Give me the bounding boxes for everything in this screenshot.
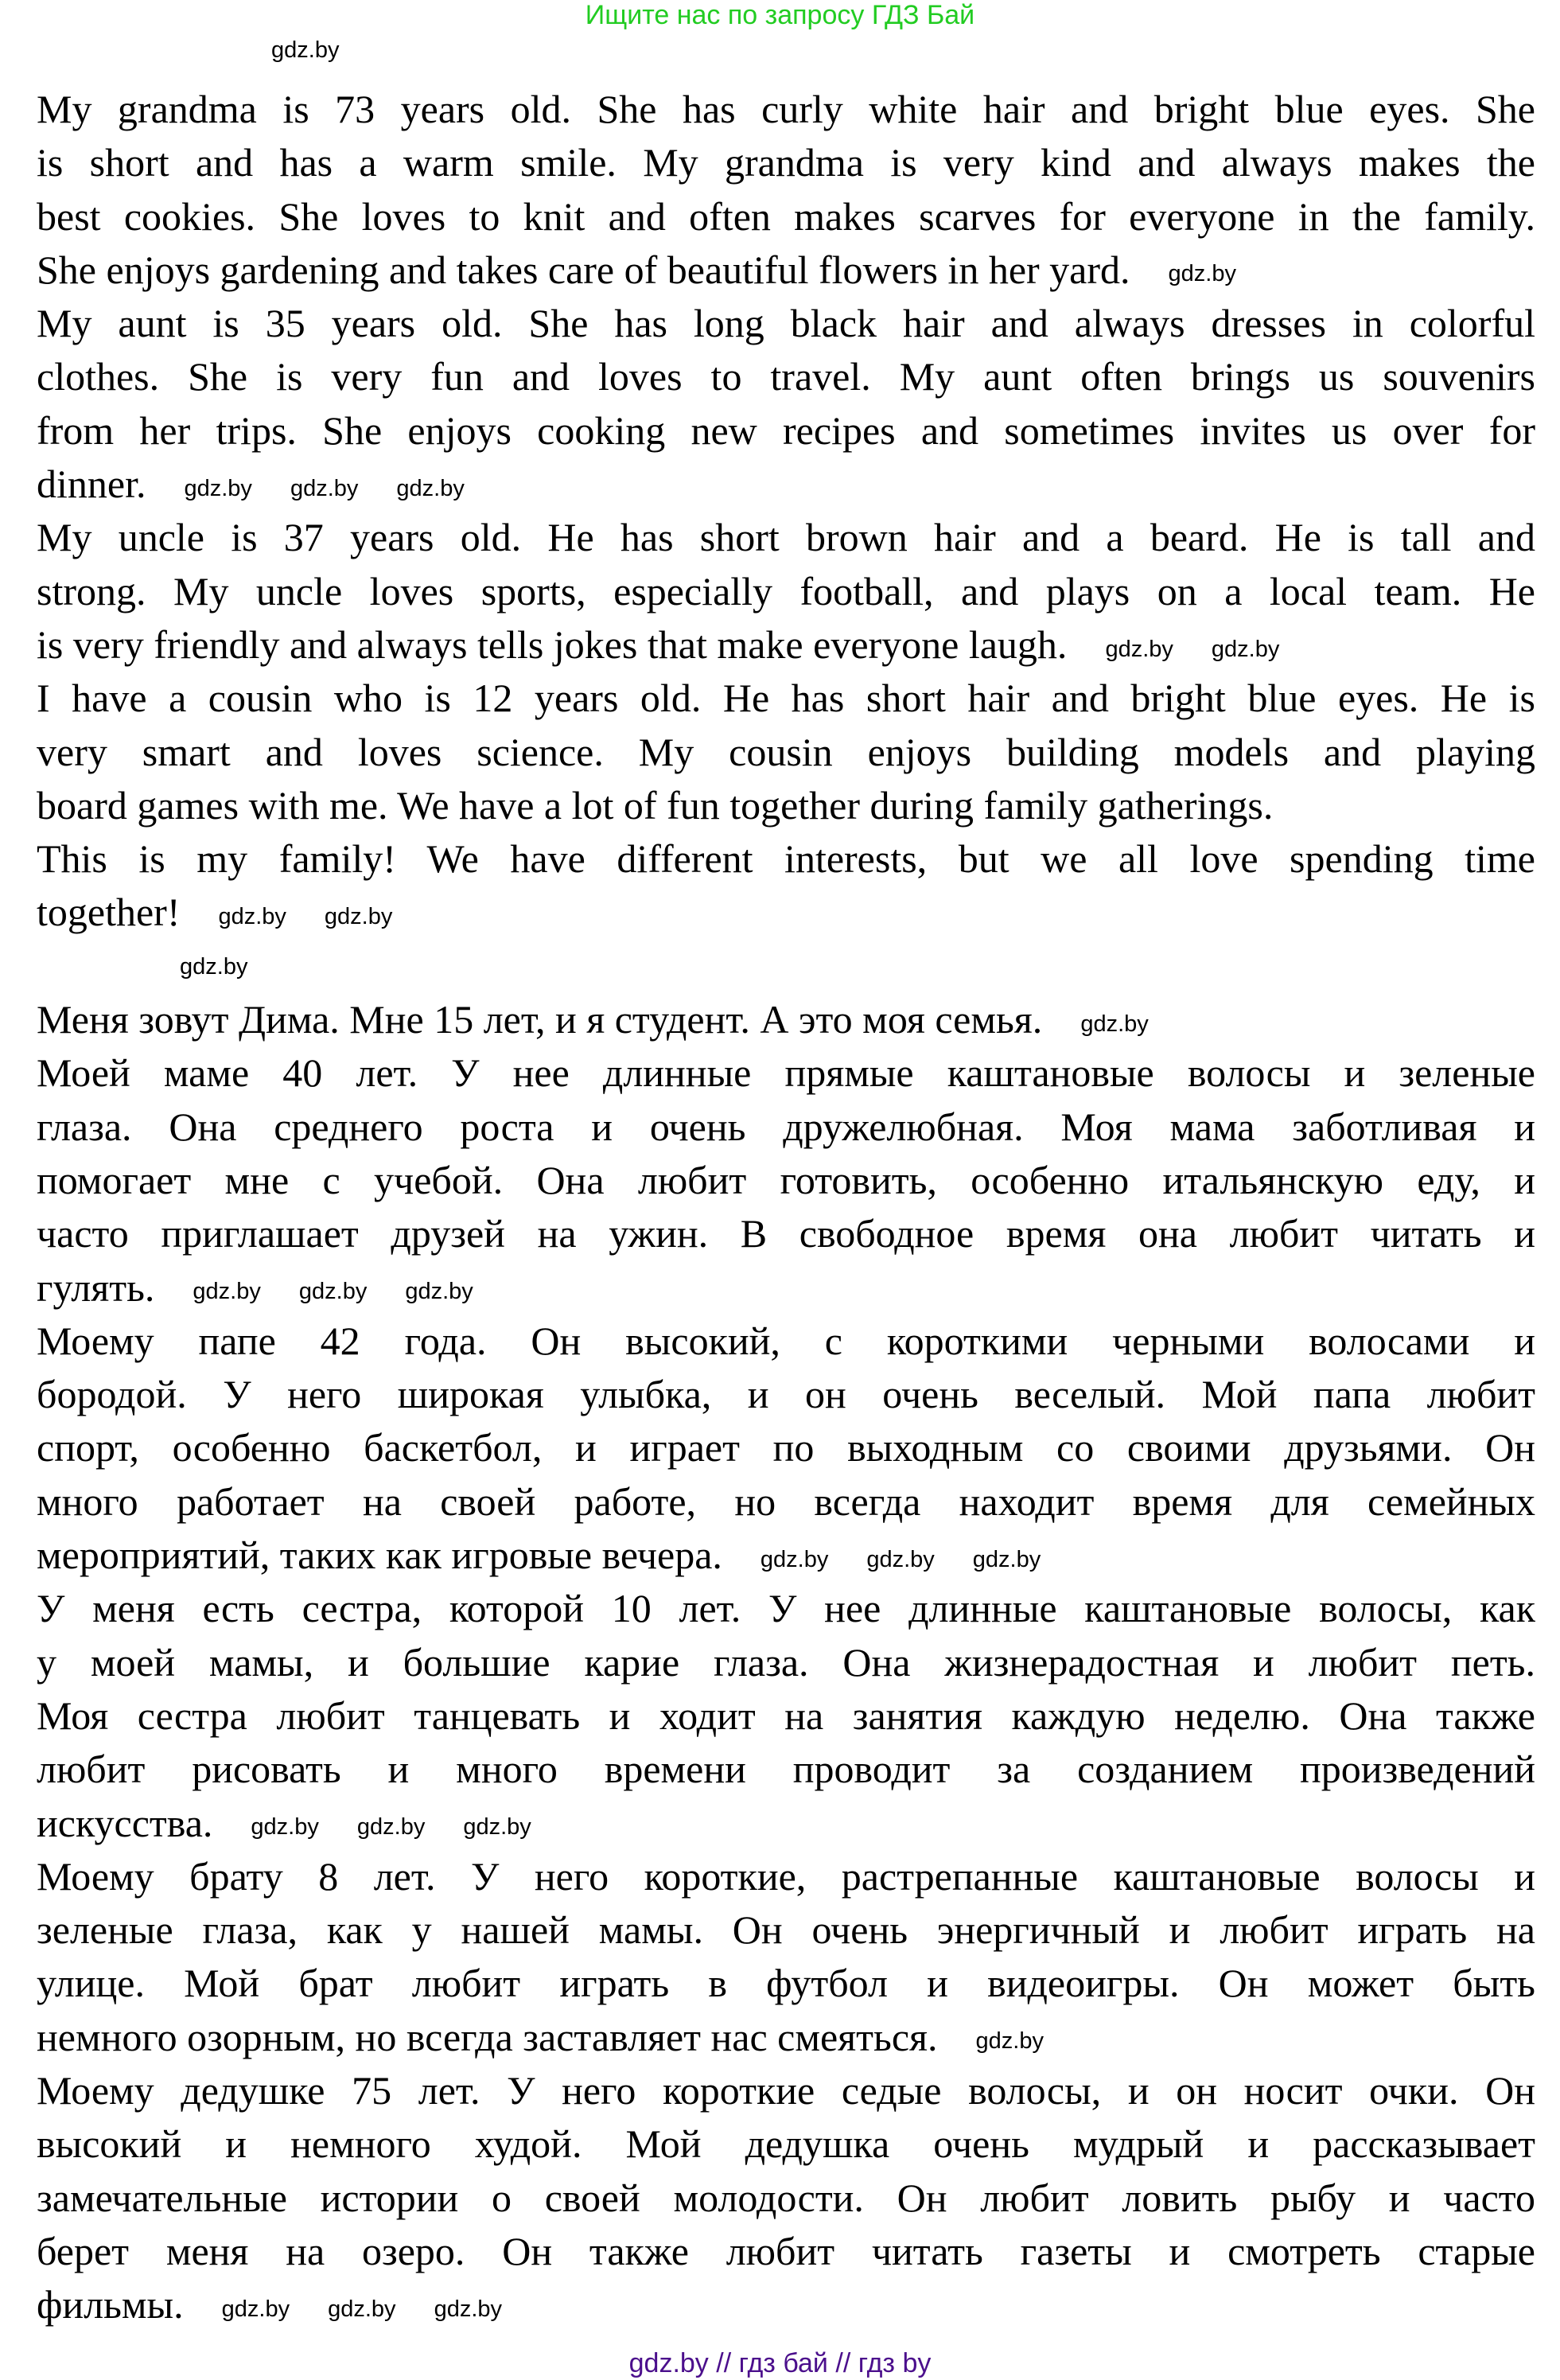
text-line-content: from her trips. She enjoys cooking new recipes and sometimes invites us over for: [37, 407, 1535, 453]
english-paragraph: [37, 83, 1535, 297]
text-line-content: is short and has a warm smile. My grandma is very kind and always makes the: [37, 140, 1535, 185]
text-line: [37, 1582, 1535, 1635]
text-line-content: My aunt is 35 years old. She has long black hair and always dresses in colorful: [37, 301, 1535, 346]
text-line: [37, 1315, 1535, 1368]
text-line-content: She enjoys gardening and takes care of beautiful flowers in her yard.: [37, 247, 1130, 292]
text-line: [37, 2278, 1535, 2331]
text-line-content: гулять.: [37, 1264, 155, 1310]
watermark-text: gdz.by: [271, 37, 340, 63]
russian-paragraph: [37, 1850, 1535, 2064]
text-line-content: best cookies. She loves to knit and often makes scarves for everyone in the family.: [37, 193, 1535, 239]
text-line: [37, 1100, 1535, 1154]
text-line: [37, 726, 1535, 779]
text-line-content: искусства.: [37, 1800, 213, 1845]
text-line-content: улице. Мой брат любит играть в футбол и видеоигры. Он может быть: [37, 1961, 1535, 2006]
section-gap: [37, 940, 1535, 993]
text-line-content: у моей мамы, и большие карие глаза. Она жизнерадостная и любит петь.: [37, 1639, 1535, 1685]
english-paragraph: [37, 297, 1535, 511]
text-line-content: Моему дедушке 75 лет. У него короткие седые волосы, и он носит очки. Он: [37, 2067, 1535, 2113]
watermark-text: gdz.by: [434, 2296, 503, 2322]
text-line: [37, 350, 1535, 403]
text-line: [37, 1689, 1535, 1743]
text-line-content: My grandma is 73 years old. She has curly white hair and bright blue eyes. She: [37, 87, 1535, 131]
text-line-content: много работает на своей работе, но всегда находит время для семейных: [37, 1478, 1535, 1524]
header-banner: Ищите нас по запросу ГДЗ Бай: [585, 0, 975, 30]
text-line-content: замечательные истории о своей молодости. Он любит ловить рыбу и часто: [37, 2175, 1535, 2220]
text-line: [37, 886, 1535, 939]
text-line: [37, 2064, 1535, 2117]
text-line: [37, 1154, 1535, 1207]
text-line: [37, 404, 1535, 458]
text-line: [37, 832, 1535, 886]
text-line: [37, 190, 1535, 243]
text-line: [37, 1850, 1535, 1903]
watermark-text: gdz.by: [975, 2028, 1044, 2055]
text-line: [37, 297, 1535, 350]
watermark-text: gdz.by: [1168, 261, 1236, 287]
text-line: [37, 2011, 1535, 2064]
text-line: [37, 511, 1535, 564]
footer-banner: gdz.by // гдз бай // гдз by: [628, 2348, 932, 2378]
text-line: [37, 779, 1535, 832]
text-line: [37, 83, 1535, 136]
text-line: [37, 2117, 1535, 2171]
watermark-text: gdz.by: [221, 2296, 290, 2322]
watermark-text: gdz.by: [298, 1279, 368, 1305]
text-line-content: together!: [37, 890, 181, 935]
watermark-text: gdz.by: [463, 1814, 531, 1841]
text-line: [37, 1903, 1535, 1957]
watermark-text: gdz.by: [866, 1546, 935, 1572]
watermark-text: gdz.by: [1211, 636, 1280, 662]
watermark-text: gdz.by: [184, 475, 252, 501]
watermark-text: gdz.by: [760, 1546, 829, 1572]
text-line: [37, 243, 1535, 297]
russian-paragraph: [37, 1046, 1535, 1314]
english-paragraph: [37, 511, 1535, 672]
text-line-content: My uncle is 37 years old. He has short brown hair and a beard. He is tall and: [37, 515, 1535, 560]
text-line: [37, 993, 1535, 1046]
text-line: [37, 1529, 1535, 1582]
text-line-content: This is my family! We have different interests, but we all love spending time: [37, 836, 1535, 882]
text-line: [37, 458, 1535, 511]
text-line: [37, 1207, 1535, 1260]
text-line: [37, 1421, 1535, 1474]
text-line: [37, 1743, 1535, 1796]
text-line: [37, 1475, 1535, 1529]
text-line-content: clothes. She is very fun and loves to travel. My aunt often brings us souvenirs: [37, 354, 1535, 399]
watermark-text: gdz.by: [193, 1279, 261, 1305]
text-line-content: Моей маме 40 лет. У нее длинные прямые каштановые волосы и зеленые: [37, 1050, 1535, 1096]
watermark-text: gdz.by: [328, 2296, 396, 2322]
text-line: [37, 1368, 1535, 1421]
text-line-content: Меня зовут Дима. Мне 15 лет, и я студент. А это моя семья.: [37, 997, 1043, 1042]
text-line: [37, 565, 1535, 618]
text-line-content: бородой. У него широкая улыбка, и он очень веселый. Мой папа любит: [37, 1372, 1535, 1417]
text-line-content: зеленые глаза, как у нашей мамы. Он очень энергичный и любит играть на: [37, 1907, 1535, 1953]
text-line-content: У меня есть сестра, которой 10 лет. У нее длинные каштановые волосы, как: [37, 1586, 1535, 1631]
text-line-content: немного озорным, но всегда заставляет нас смеяться.: [37, 2014, 938, 2059]
text-line: [37, 618, 1535, 672]
watermark-text: gdz.by: [405, 1279, 473, 1305]
text-line: [37, 672, 1535, 725]
text-line-content: высокий и немного худой. Мой дедушка очень мудрый и рассказывает: [37, 2121, 1535, 2167]
watermark-text: gdz.by: [180, 954, 248, 980]
russian-paragraph: [37, 1582, 1535, 1849]
text-line-content: берет меня на озеро. Он также любит читать газеты и смотреть старые: [37, 2228, 1535, 2273]
text-line: [37, 1261, 1535, 1315]
watermark-text: gdz.by: [290, 475, 359, 501]
text-line-content: спорт, особенно баскетбол, и играет по выходным со своими друзьями. Он: [37, 1425, 1535, 1470]
text-line-content: Моему папе 42 года. Он высокий, с короткими черными волосами и: [37, 1318, 1535, 1363]
text-line-content: глаза. Она среднего роста и очень дружелюбная. Моя мама заботливая и: [37, 1104, 1535, 1149]
text-line: [37, 1636, 1535, 1689]
text-line: [37, 2225, 1535, 2278]
text-line-content: фильмы.: [37, 2282, 184, 2327]
text-line: [37, 136, 1535, 189]
watermark-text: gdz.by: [972, 1546, 1041, 1572]
russian-paragraph: [37, 993, 1535, 1046]
text-line-content: strong. My uncle loves sports, especially football, and plays on a local team. He: [37, 568, 1535, 614]
watermark-text: gdz.by: [396, 475, 465, 501]
text-line-content: помогает мне с учебой. Она любит готовить, особенно итальянскую еду, и: [37, 1157, 1535, 1202]
text-line-content: is very friendly and always tells jokes that make everyone laugh.: [37, 621, 1068, 667]
text-line: [37, 1797, 1535, 1850]
text-line-content: Моему брату 8 лет. У него короткие, растрепанные каштановые волосы и: [37, 1853, 1535, 1899]
russian-paragraph: [37, 1315, 1535, 1582]
text-line-content: very smart and loves science. My cousin enjoys building models and playing: [37, 729, 1535, 774]
text-line-content: board games with me. We have a lot of fun together during family gatherings.: [37, 782, 1274, 828]
russian-paragraph: [37, 2064, 1535, 2331]
english-paragraph: [37, 672, 1535, 832]
watermark-text: gdz.by: [1080, 1011, 1149, 1037]
text-line-content: Моя сестра любит танцевать и ходит на занятия каждую неделю. Она также: [37, 1692, 1535, 1738]
text-line-content: часто приглашает друзей на ужин. В свободное время она любит читать и: [37, 1211, 1535, 1256]
watermark-text: gdz.by: [1105, 636, 1173, 662]
watermark-text: gdz.by: [251, 1814, 319, 1841]
text-line-content: I have a cousin who is 12 years old. He has short hair and bright blue eyes. He is: [37, 676, 1535, 721]
watermark-text: gdz.by: [218, 903, 286, 929]
text-line: [37, 1957, 1535, 2010]
english-paragraph: [37, 832, 1535, 940]
watermark-text: gdz.by: [324, 903, 393, 929]
text-line: [37, 2172, 1535, 2225]
watermark-text: gdz.by: [356, 1814, 426, 1841]
document-body: [37, 83, 1535, 2331]
text-line-content: мероприятий, таких как игровые вечера.: [37, 1533, 722, 1578]
text-line-content: любит рисовать и много времени проводит за созданием произведений: [37, 1747, 1535, 1792]
text-line-content: dinner.: [37, 462, 146, 507]
text-line: [37, 1046, 1535, 1100]
